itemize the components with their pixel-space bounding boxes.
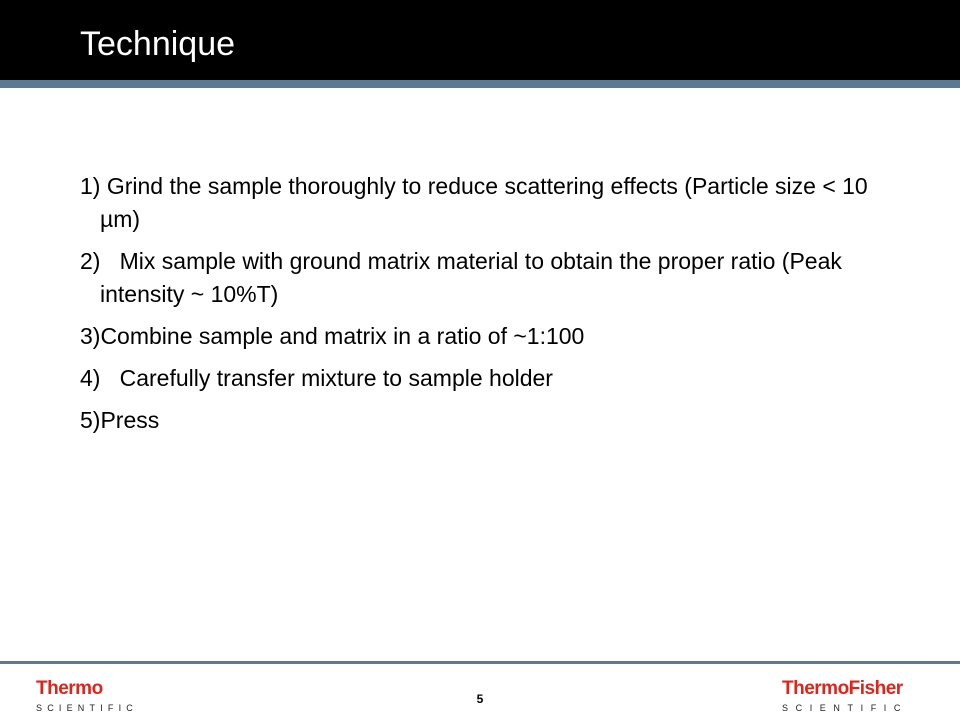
step-item-3: 3)Combine sample and matrix in a ratio of ~1:100 <box>80 323 585 349</box>
slide-body <box>80 170 870 446</box>
page-number: 5 <box>476 692 484 706</box>
slide-title: Technique <box>80 25 236 63</box>
logo-left-sub: SCIENTIFIC <box>36 703 139 713</box>
step-item-2: 2) Mix sample with ground matrix material to obtain the proper ratio (Peak intensity ~ 10%T) <box>80 248 849 307</box>
title-bar <box>0 0 960 80</box>
logo-right-name: ThermoFisher <box>782 678 903 699</box>
footer-divider <box>0 661 960 664</box>
title-divider <box>0 80 960 88</box>
step-item-1: 1) Grind the sample thoroughly to reduce scattering effects (Particle size < 10 µm) <box>80 173 868 232</box>
logo-right-sub: SCIENTIFIC <box>782 703 909 713</box>
thermo-scientific-logo <box>36 678 156 714</box>
step-item-5: 5)Press <box>80 407 160 433</box>
step-item-4: 4) Carefully transfer mixture to sample holder <box>80 365 553 391</box>
logo-left-name: Thermo <box>36 678 103 699</box>
thermo-fisher-scientific-logo <box>782 678 922 714</box>
